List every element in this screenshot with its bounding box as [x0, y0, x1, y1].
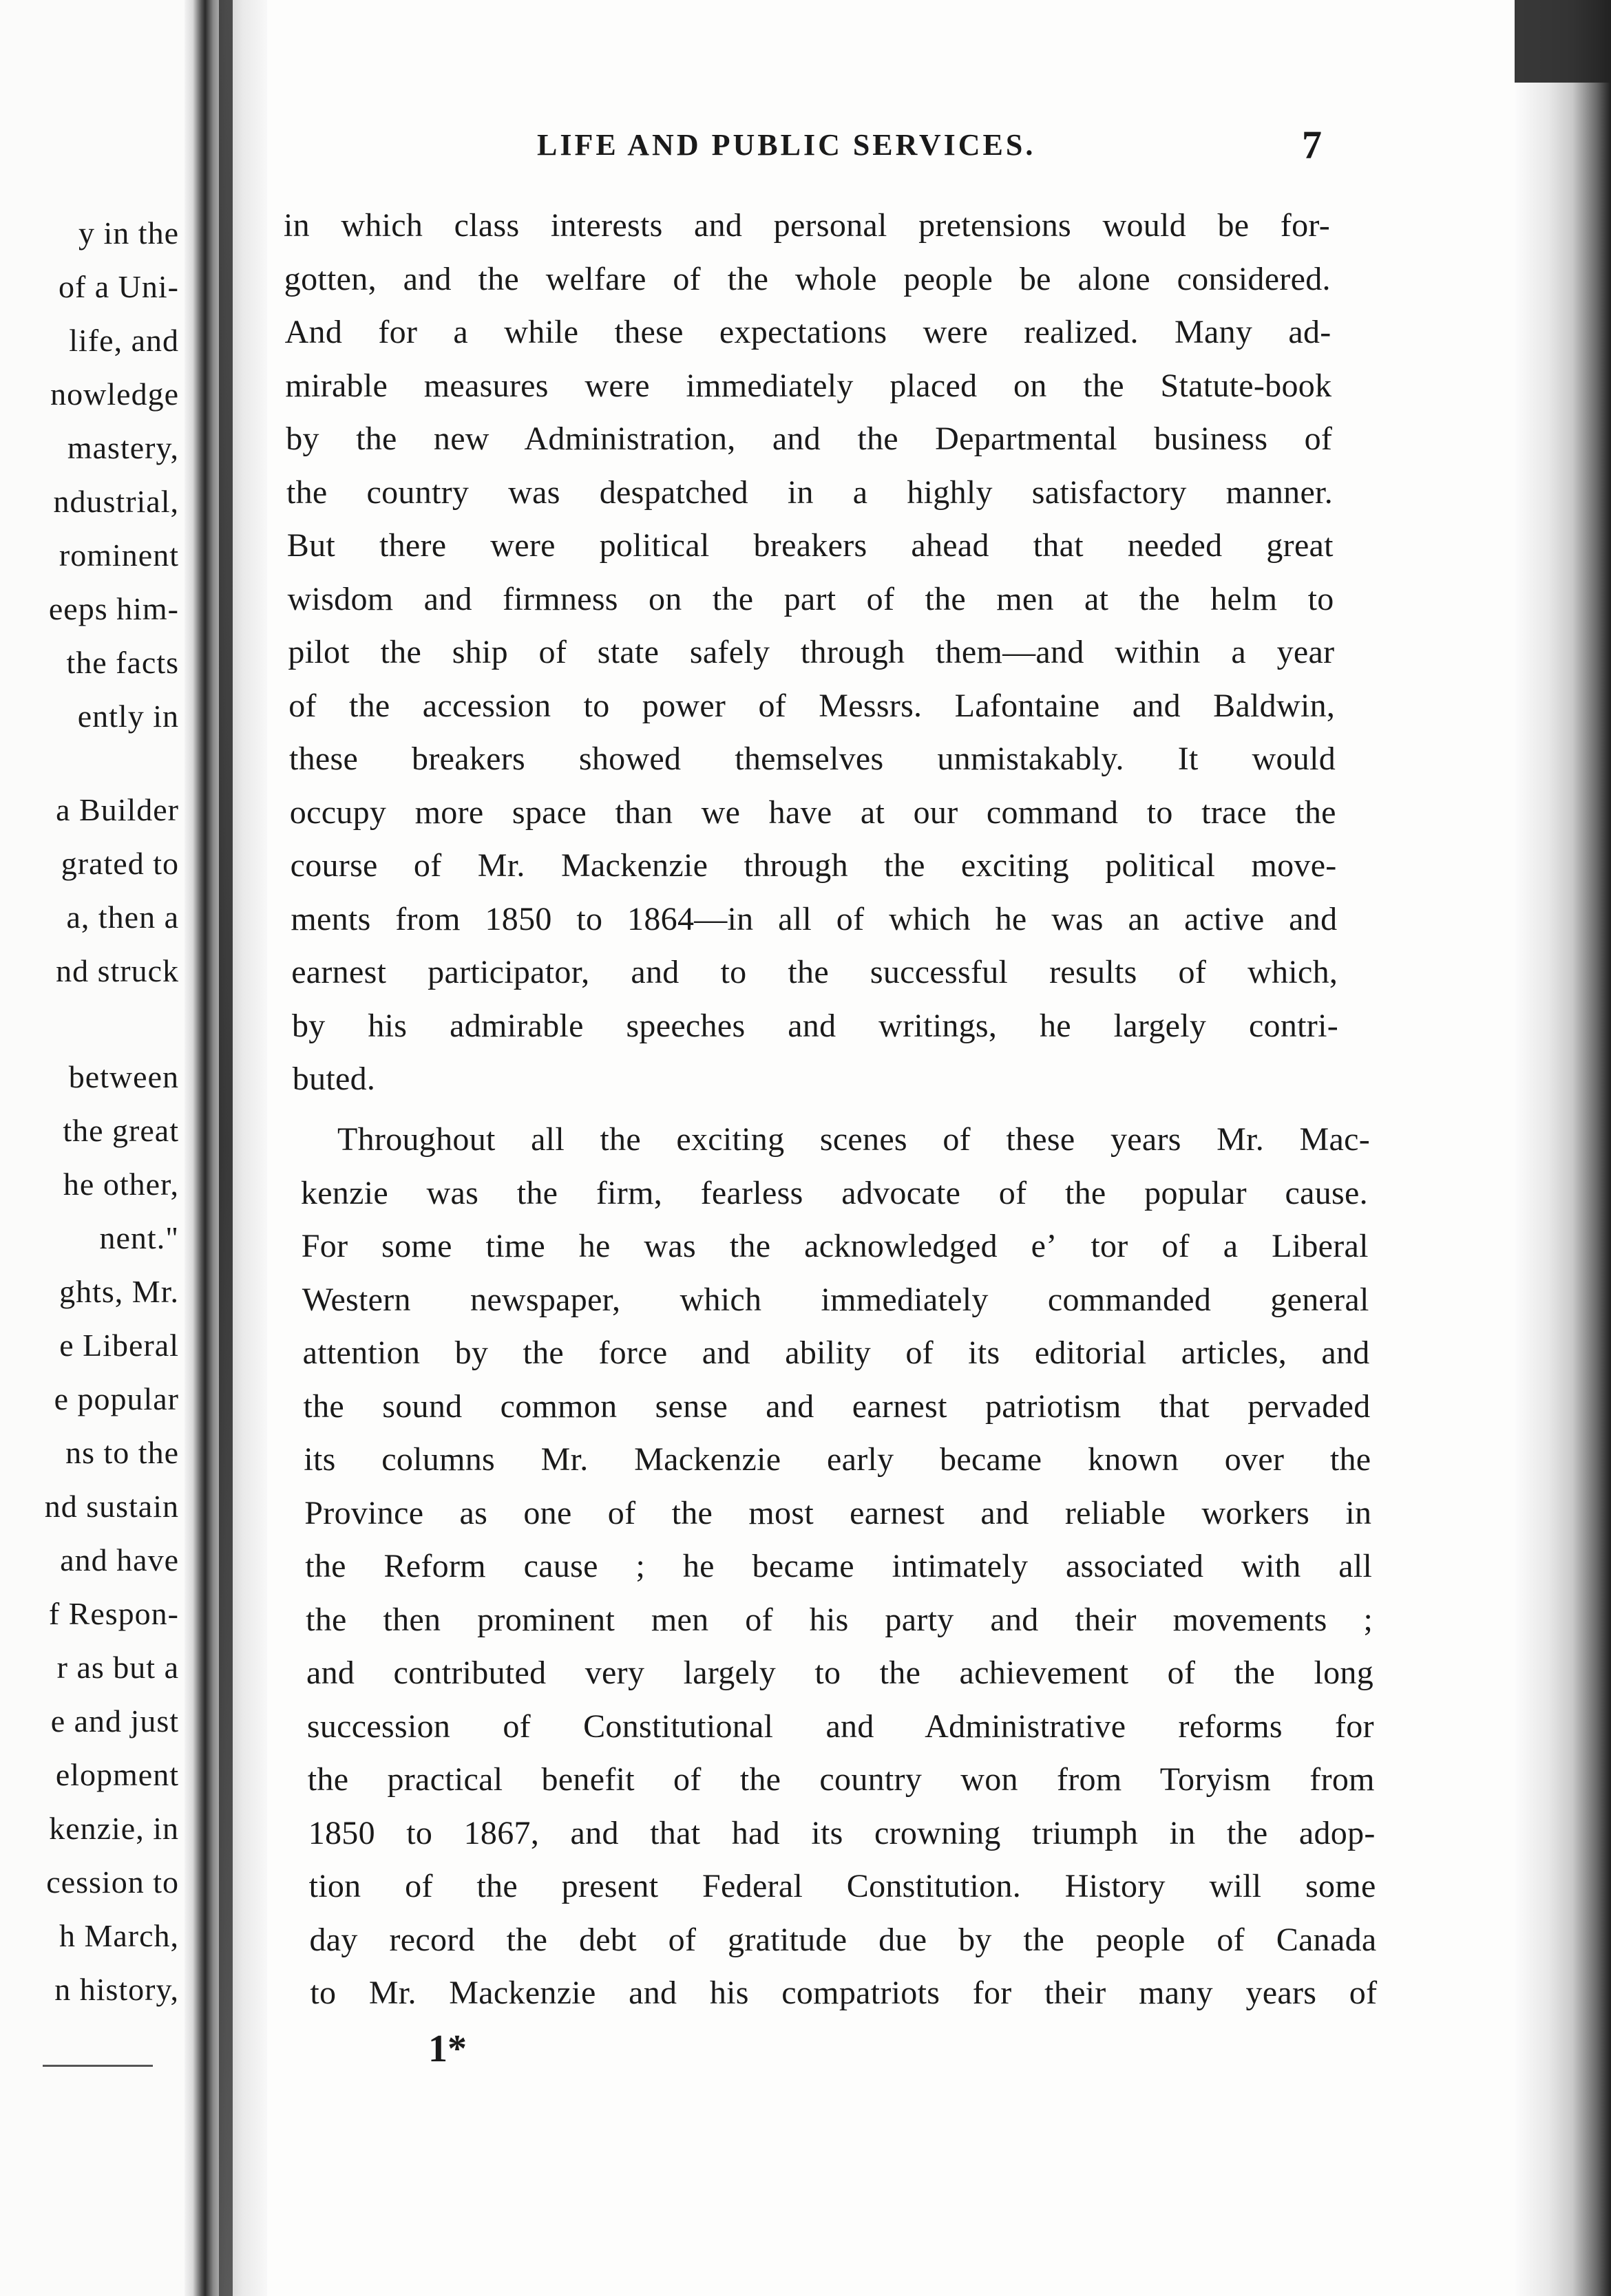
left-page-line: grated to [61, 846, 179, 881]
left-page-line: he other, [63, 1167, 179, 1202]
left-page-line: f Respon- [48, 1596, 179, 1631]
left-page-line: h March, [59, 1918, 179, 1953]
text-line: pilot the ship of state safely through them—and within a year [288, 634, 1335, 670]
left-page-line: life, and [69, 323, 179, 358]
text-line: attention by the force and ability of its editorial articles, and [302, 1335, 1370, 1371]
text-line: For some time he was the acknowledged eʼ tor of a Liberal [301, 1228, 1369, 1264]
text-line: the then prominent men of his party and their movements ; [306, 1601, 1373, 1638]
text-line: And for a while these expectations were realized. Many ad- [284, 314, 1331, 350]
left-page-line: y in the [78, 215, 179, 251]
page-number: 7 [1302, 123, 1322, 167]
left-page-line: the great [63, 1113, 179, 1148]
left-page-line: eeps him- [48, 591, 179, 626]
text-line: earnest participator, and to the successful results of which, [291, 954, 1338, 990]
text-line: the practical benefit of the country won from Toryism from [307, 1761, 1375, 1798]
left-page-line: kenzie, in [49, 1811, 179, 1846]
running-title: LIFE AND PUBLIC SERVICES. [537, 128, 1036, 162]
left-page-line: and have [60, 1542, 179, 1577]
left-page-line: of a Uni- [58, 269, 179, 304]
signature-mark: 1* [428, 2028, 467, 2070]
text-line: buted. [292, 1061, 376, 1097]
left-page-line: cession to [46, 1864, 179, 1900]
text-line: its columns Mr. Mackenzie early became known over the [304, 1441, 1371, 1478]
binding-shadow [219, 0, 233, 2296]
running-head [275, 123, 1322, 169]
text-line: to Mr. Mackenzie and his compatriots for their many years of [310, 1975, 1378, 2011]
text-line: tion of the present Federal Constitution. History will some [308, 1868, 1376, 1904]
left-page-line: e popular [54, 1381, 179, 1416]
left-page-line: mastery, [67, 430, 179, 465]
text-line: course of Mr. Mackenzie through the exciting political move- [290, 847, 1337, 884]
text-line: wisdom and firmness on the part of the men at the helm to [287, 580, 1334, 617]
page-edge-shadow [1515, 0, 1611, 2296]
text-line: of the accession to power of Messrs. Lafontaine and Baldwin, [288, 687, 1336, 724]
left-page-line: nent." [99, 1220, 179, 1255]
left-page-line: e Liberal [59, 1328, 179, 1363]
left-page-rule [43, 2065, 153, 2067]
text-line: ments from 1850 to 1864—in all of which he was an active and [291, 900, 1338, 937]
text-line: occupy more space than we have at our command to trace the [289, 794, 1336, 831]
text-line: day record the debt of gratitude due by the people of Canada [309, 1921, 1377, 1958]
text-line: the sound common sense and earnest patriotism that pervaded [303, 1388, 1371, 1425]
left-page-line: ghts, Mr. [59, 1274, 179, 1309]
text-line: Western newspaper, which immediately commanded general [302, 1281, 1369, 1318]
text-line: kenzie was the firm, fearless advocate of the popular cause. [300, 1174, 1368, 1211]
left-page-line: nd sustain [44, 1489, 179, 1524]
text-line: in which class interests and personal pretensions would be for- [284, 207, 1330, 244]
left-page-line: ndustrial, [53, 484, 179, 519]
left-page-line: r as but a [56, 1650, 179, 1685]
text-line: But there were political breakers ahead that needed great [286, 527, 1334, 564]
text-line: by the new Administration, and the Departmental business of [286, 421, 1333, 457]
left-page-line: a Builder [56, 792, 179, 827]
text-line: 1850 to 1867, and that had its crowning triumph in the adop- [308, 1814, 1376, 1851]
text-line: the country was despatched in a highly satisfactory manner. [286, 474, 1333, 511]
left-page-line: ently in [77, 699, 179, 734]
left-page-line: ns to the [65, 1435, 179, 1470]
left-page-line: the facts [66, 645, 179, 680]
corner-shadow [1515, 0, 1611, 83]
text-line: mirable measures were immediately placed on the Statute-book [285, 367, 1332, 404]
left-page-line: a, then a [66, 900, 179, 935]
text-line: by his admirable speeches and writings, he largely contri- [292, 1007, 1338, 1044]
text-line: succession of Constitutional and Administrative reforms for [306, 1708, 1374, 1745]
left-page-line: n history, [54, 1972, 179, 2007]
text-line: Province as one of the most earnest and reliable workers in [304, 1494, 1372, 1531]
left-page-fragment [0, 0, 185, 2296]
left-page-line: between [68, 1059, 179, 1094]
text-line: and contributed very largely to the achievement of the long [306, 1655, 1373, 1691]
left-page-line: elopment [55, 1757, 179, 1792]
text-line: the Reform cause ; he became intimately associated with all [305, 1548, 1373, 1584]
left-page-line: e and just [50, 1703, 179, 1739]
text-line: Throughout all the exciting scenes of these years Mr. Mac- [337, 1121, 1370, 1158]
left-page-line: nowledge [50, 376, 179, 412]
left-page-line: rominent [59, 538, 179, 573]
text-line: these breakers showed themselves unmistakably. It would [289, 741, 1336, 777]
text-line: gotten, and the welfare of the whole people be alone considered. [284, 260, 1331, 297]
left-page-line: nd struck [56, 953, 179, 988]
